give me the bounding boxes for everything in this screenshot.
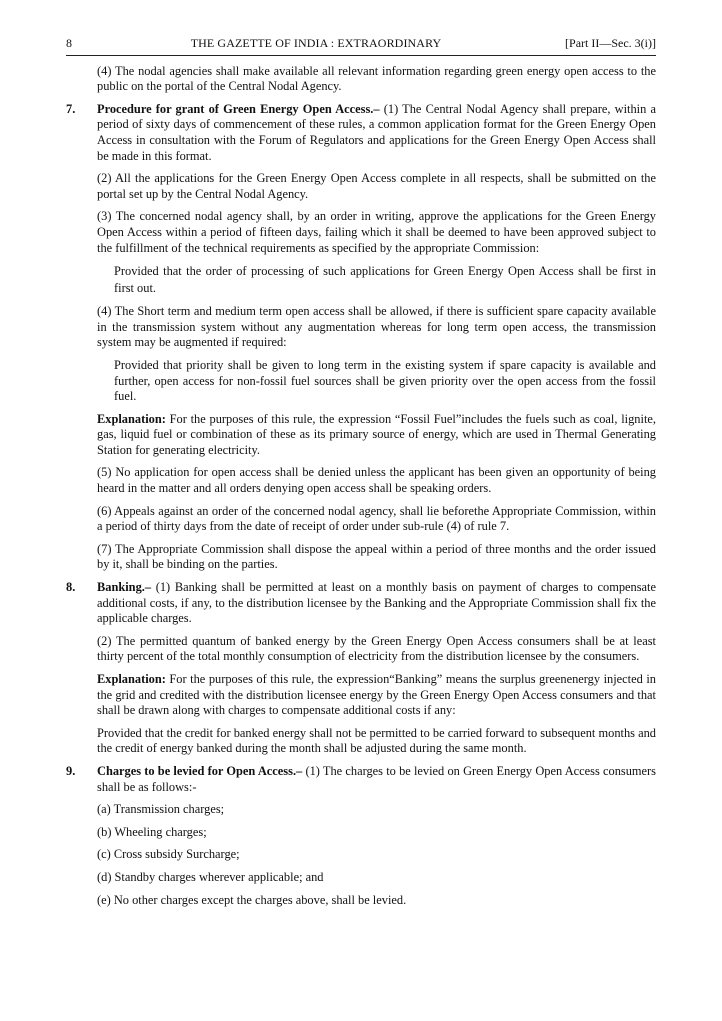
explanation-text: For the purposes of this rule, the expression “Fossil Fuel”includes the fuels such as coal, lignite, gas, liquid fuel or combination of these as its primary source of energy, which are used in Thermal Generating Station for generating electricity. xyxy=(97,411,656,457)
explanation xyxy=(97,672,656,719)
paragraph: (2) All the applications for the Green Energy Open Access complete in all respects, shall be submitted on the portal set up by the Central Nodal Agency. xyxy=(97,171,656,201)
paragraph: (2) The permitted quantum of banked energy by the Green Energy Open Access consumers shall be at least thirty percent of the total monthly consumption of electricity from the distribution licensee by the consumers. xyxy=(97,633,656,664)
explanation-label: Explanation: xyxy=(97,411,166,426)
rule-text xyxy=(97,102,656,164)
rule-7 xyxy=(66,102,656,164)
rule-text xyxy=(97,764,656,795)
rule-body: (1) The charges to be levied on Green Energy Open Access consumers shall be as follows:- xyxy=(97,763,656,794)
gazette-title: THE GAZETTE OF INDIA : EXTRAORDINARY xyxy=(190,36,442,50)
paragraph: (7) The Appropriate Commission shall dispose the appeal within a period of three months and the order issued by it, shall be binding on the parties. xyxy=(97,541,656,572)
list-item: (b) Wheeling charges; xyxy=(97,824,207,839)
explanation-text: For the purposes of this rule, the expression“Banking” means the surplus greenenergy injected in the grid and credited with the distribution licensee energy by the Green Energy Open Access consumers and that shall be drawn along with charges to compensate additional costs if any: xyxy=(97,672,656,718)
rule-title: Banking.– xyxy=(97,580,152,595)
proviso: Provided that the order of processing of such applications for Green Energy Open Access shall be first in first out. xyxy=(114,264,656,296)
rule-9 xyxy=(66,764,656,795)
rule-body: (1) The Central Nodal Agency shall prepare, within a period of sixty days of commencement of these rules, a common application format for the Green Energy Open Access in consultation with the Forum of Regulators and applications for the Green Energy Open Access shall be made in this format. xyxy=(97,101,656,163)
rule-number: 9. xyxy=(66,763,76,778)
page-number: 8 xyxy=(66,36,72,50)
paragraph: (3) The concerned nodal agency shall, by an order in writing, approve the applications for the Green Energy Open Access within a period of fifteen days, failing which it shall be deemed to have been approved subject to the fulfillment of the technical requirements as specified by the appropriate Commission: xyxy=(97,209,656,255)
paragraph: (4) The Short term and medium term open access shall be allowed, if there is sufficient spare capacity available in the transmission system without any augmentation whereas for long term open access, the transmission system may be augmented if required: xyxy=(97,304,656,350)
rule-text xyxy=(97,580,656,627)
rule-body: (1) Banking shall be permitted at least on a monthly basis on payment of charges to compensate additional costs, if any, to the distribution licensee by the Banking and the Appropriate Commission shall fix the applicable charges. xyxy=(97,580,656,626)
proviso: Provided that the credit for banked energy shall not be permitted to be carried forward to subsequent months and the credit of energy banked during the month shall be adjusted during the same month. xyxy=(97,725,656,756)
rule-title: Charges to be levied for Open Access.– xyxy=(97,763,303,778)
page-header xyxy=(66,36,656,56)
rule-number: 7. xyxy=(66,101,76,116)
rule-title: Procedure for grant of Green Energy Open Access.– xyxy=(97,101,380,116)
paragraph: (4) The nodal agencies shall make available all relevant information regarding green energy open access to the public on the portal of the Central Nodal Agency. xyxy=(97,63,656,94)
charges-list xyxy=(97,802,656,908)
list-item: (c) Cross subsidy Surcharge; xyxy=(97,847,240,862)
list-item: (a) Transmission charges; xyxy=(97,802,225,817)
paragraph: (6) Appeals against an order of the concerned nodal agency, shall lie beforethe Appropriate Commission, within a period of thirty days from the date of receipt of order under sub-rule (4) of rule 7. xyxy=(97,503,656,534)
paragraph: (5) No application for open access shall be denied unless the applicant has been given an opportunity of being heard in the matter and all orders denying open access shall be speaking orders. xyxy=(97,465,656,496)
explanation-label: Explanation: xyxy=(97,672,166,686)
rule-8 xyxy=(66,580,656,627)
proviso: Provided that priority shall be given to long term in the existing system if spare capacity is available and further, open access for non-fossil fuel sources shall be given priority over the open access from the fossil fuel. xyxy=(114,357,656,404)
list-item: (d) Standby charges wherever applicable; and xyxy=(97,869,324,884)
part-section: [Part II—Sec. 3(i)] xyxy=(565,36,656,50)
explanation xyxy=(97,412,656,459)
list-item: (e) No other charges except the charges above, shall be levied. xyxy=(97,892,407,907)
rule-number: 8. xyxy=(66,580,76,595)
